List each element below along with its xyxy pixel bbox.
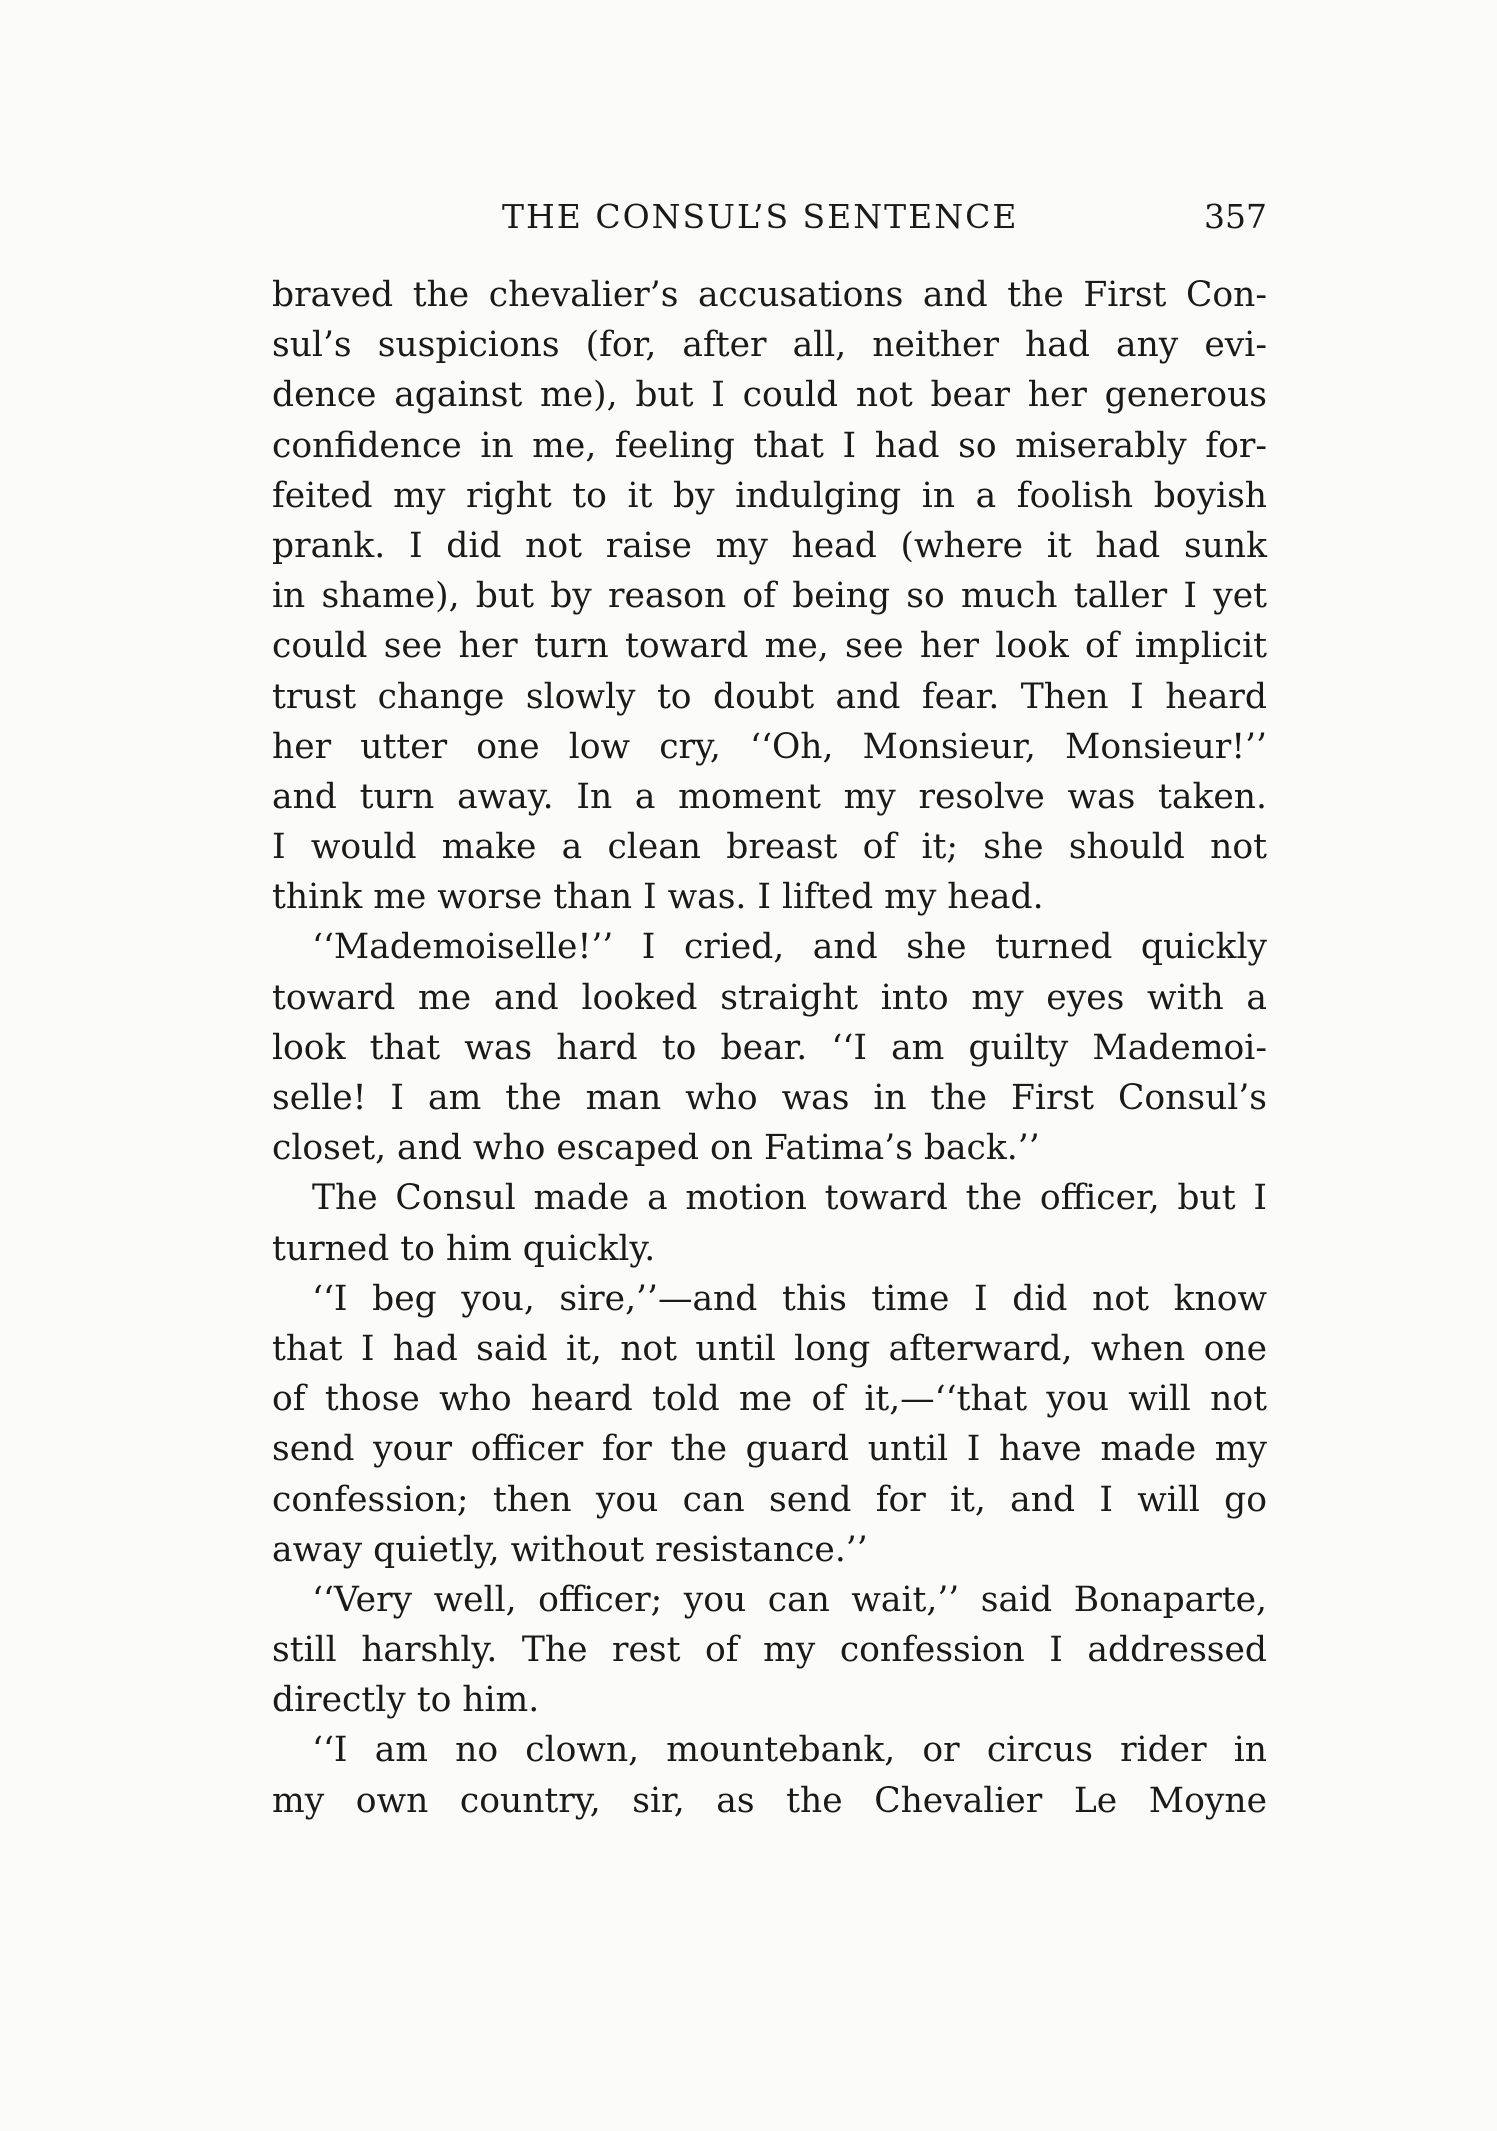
- text-line: trust change slowly to doubt and fear. Then I heard: [272, 676, 1267, 717]
- text-line: her utter one low cry, ‘‘Oh, Monsieur, Monsieur!’’: [272, 726, 1267, 767]
- running-head: [272, 197, 1267, 247]
- text-line: dence against me), but I could not bear her generous: [272, 375, 1267, 416]
- text-line: I would make a clean breast of it; she should not: [272, 827, 1267, 868]
- text-line: think me worse than I was. I lifted my head.: [272, 877, 1044, 918]
- text-line: my own country, sir, as the Chevalier Le Moyne: [272, 1780, 1267, 1821]
- text-line: feited my right to it by indulging in a foolish boyish: [272, 475, 1267, 516]
- text-line: away quietly, without resistance.’’: [272, 1529, 868, 1570]
- text-line: sul’s suspicions (for, after all, neither had any evi-: [272, 325, 1267, 366]
- text-line: selle! I am the man who was in the First Consul’s: [272, 1078, 1267, 1118]
- text-line: could see her turn toward me, see her look of implicit: [272, 626, 1267, 667]
- text-line: still harshly. The rest of my confession I addressed: [272, 1630, 1267, 1671]
- page-number: 357: [1204, 197, 1267, 236]
- text-line: confession; then you can send for it, and I will go: [272, 1479, 1267, 1520]
- text-line: The Consul made a motion toward the officer, but I: [312, 1178, 1267, 1219]
- text-line: turned to him quickly.: [272, 1228, 656, 1269]
- text-line: toward me and looked straight into my eyes with a: [272, 977, 1267, 1018]
- text-line: closet, and who escaped on Fatima’s back.’’: [272, 1128, 1040, 1169]
- text-line: ‘‘I am no clown, mountebank, or circus rider in: [312, 1730, 1267, 1771]
- text-line: of those who heard told me of it,—‘‘that you will not: [272, 1379, 1267, 1420]
- text-line: prank. I did not raise my head (where it had sunk: [272, 525, 1267, 566]
- text-line: directly to him.: [272, 1680, 540, 1721]
- text-line: and turn away. In a moment my resolve was taken.: [272, 776, 1267, 817]
- text-line: ‘‘I beg you, sire,’’—and this time I did not know: [312, 1278, 1267, 1319]
- text-line: send your officer for the guard until I have made my: [272, 1429, 1267, 1470]
- text-line: confidence in me, feeling that I had so miserably for-: [272, 425, 1267, 466]
- text-line: that I had said it, not until long afterward, when one: [272, 1328, 1267, 1369]
- text-line: in shame), but by reason of being so much taller I yet: [272, 576, 1267, 617]
- text-line: braved the chevalier’s accusations and the First Con-: [272, 275, 1267, 315]
- text-line: look that was hard to bear. ‘‘I am guilty Mademoi-: [272, 1027, 1267, 1068]
- text-line: ‘‘Very well, officer; you can wait,’’ said Bonaparte,: [312, 1579, 1267, 1620]
- body-text: [272, 270, 1267, 1826]
- text-line: ‘‘Mademoiselle!’’ I cried, and she turned quickly: [312, 927, 1267, 968]
- running-head-title: THE CONSUL’S SENTENCE: [502, 197, 1019, 236]
